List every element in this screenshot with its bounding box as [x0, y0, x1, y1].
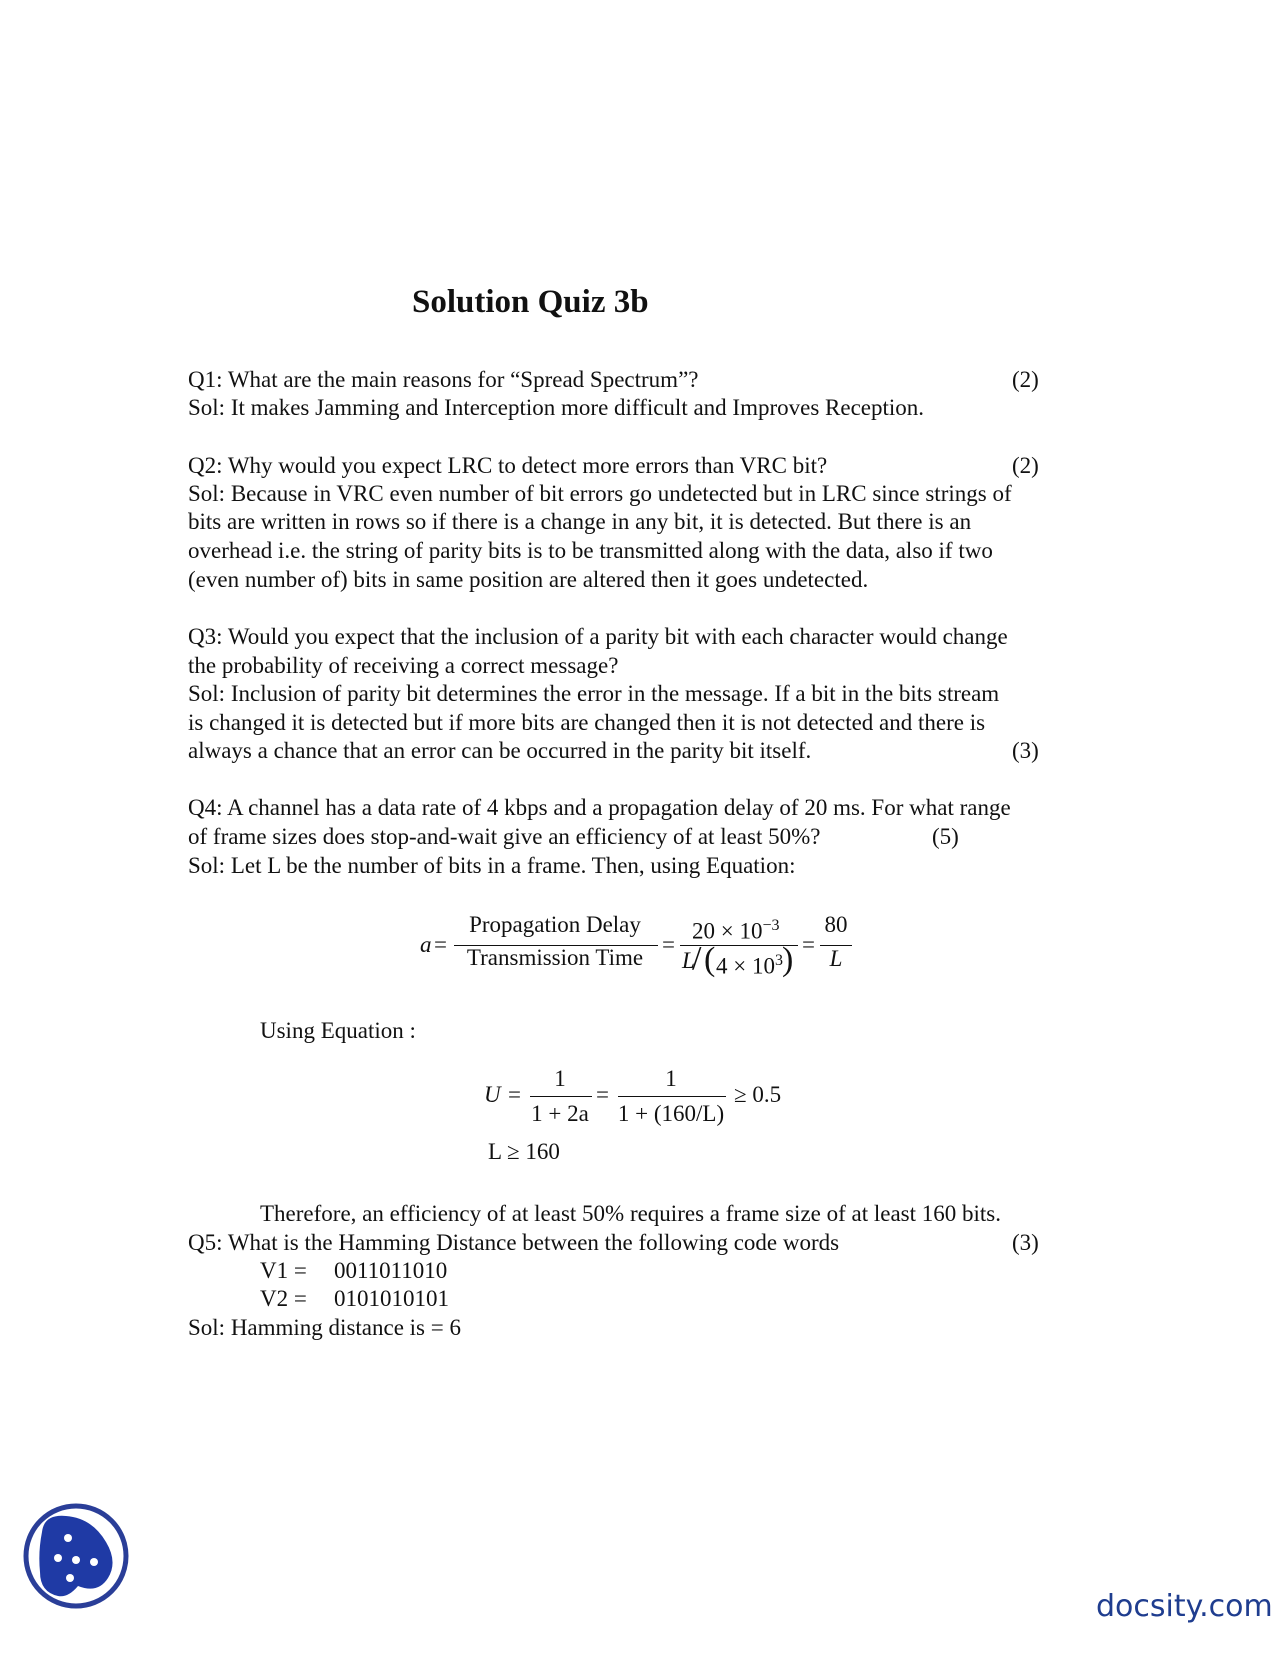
q2-solution-line: Sol: Because in VRC even number of bit errors go undetected but in LRC since strings of [188, 481, 1012, 506]
eq1-num2-exp: −3 [762, 917, 780, 934]
docsity-brand-link[interactable]: docsity.com [1096, 1589, 1273, 1624]
q3-solution-line: always a chance that an error can be occurred in the parity bit itself. [188, 738, 812, 763]
docsity-logo-icon[interactable] [22, 1502, 130, 1610]
q3-question-line: Q3: Would you expect that the inclusion of a parity bit with each character would change [188, 624, 1008, 649]
eq2-rhs: ≥ 0.5 [734, 1082, 782, 1107]
eq1-num2-base: 20 × 10 [692, 918, 763, 944]
q5-v1-label: V1 = [260, 1258, 307, 1283]
using-equation-label: Using Equation : [260, 1018, 416, 1043]
eq2-num1: 1 [554, 1066, 566, 1091]
q3-solution-line: Sol: Inclusion of parity bit determines the error in the message. If a bit in the bits stream [188, 681, 1000, 706]
eq2-den2: 1 + (160/L) [617, 1101, 725, 1126]
page-title: Solution Quiz 3b [412, 284, 649, 320]
eq1-slash: / [692, 940, 702, 977]
eq1-den2-inner-base: 4 × 10 [716, 953, 775, 979]
q3-solution-line: is changed it is detected but if more bits are changed then it is not detected and there is [188, 710, 986, 735]
q2-solution-line: overhead i.e. the string of parity bits is to be transmitted along with the data, also if two [188, 538, 993, 563]
q4-question-line: Q4: A channel has a data rate of 4 kbps and a propagation delay of 20 ms. For what range [188, 795, 1011, 820]
q1-question: Q1: What are the main reasons for “Spread Spectrum”? [188, 367, 699, 392]
q1-marks: (2) [1012, 367, 1039, 392]
q3-question-line: the probability of receiving a correct message? [188, 653, 619, 678]
eq1-num3: 80 [824, 912, 848, 937]
eq1-equals: = [802, 932, 815, 957]
q4-question-line: of frame sizes does stop-and-wait give an efficiency of at least 50%? [188, 824, 821, 849]
eq1-close-paren: ) [782, 941, 794, 978]
q5-marks: (3) [1012, 1230, 1039, 1255]
eq2-bar2 [618, 1096, 726, 1097]
eq1-den2-L: L [682, 948, 695, 973]
eq2-equals: = [508, 1082, 521, 1107]
q5-v2-value: 0101010101 [334, 1286, 449, 1311]
q5-question: Q5: What is the Hamming Distance between the following code words [188, 1230, 840, 1255]
q3-marks: (3) [1012, 738, 1039, 763]
q2-marks: (2) [1012, 453, 1039, 478]
q1-solution: Sol: It makes Jamming and Interception more difficult and Improves Reception. [188, 395, 925, 420]
q2-solution-line: bits are written in rows so if there is a change in any bit, it is detected. But there is an [188, 509, 972, 534]
eq1-equals: = [434, 932, 447, 957]
eq2-lhs: U [484, 1082, 501, 1107]
eq1-lhs: a [420, 932, 432, 957]
eq1-den2-exp: 3 [774, 952, 783, 969]
eq1-den2-inner [716, 947, 783, 981]
eq1-num1: Propagation Delay [469, 912, 641, 937]
eq1-den3: L [829, 946, 843, 971]
q5-solution: Sol: Hamming distance is = 6 [188, 1315, 461, 1340]
eq2-den1: 1 + 2a [531, 1101, 589, 1126]
q5-v2-label: V2 = [260, 1286, 307, 1311]
eq2-result: L ≥ 160 [488, 1139, 560, 1164]
eq2-equals: = [596, 1082, 609, 1107]
eq2-bar1 [530, 1096, 592, 1097]
eq1-equals: = [662, 932, 675, 957]
q5-v1-value: 0011011010 [334, 1258, 448, 1283]
eq2-num2: 1 [665, 1066, 677, 1091]
q2-solution-line: (even number of) bits in same position are altered then it goes undetected. [188, 567, 869, 592]
q4-solution-intro: Sol: Let L be the number of bits in a frame. Then, using Equation: [188, 853, 796, 878]
eq1-den1: Transmission Time [466, 945, 644, 970]
q4-conclusion: Therefore, an efficiency of at least 50% requires a frame size of at least 160 bits. [260, 1201, 1001, 1226]
eq1-open-paren: ( [704, 941, 716, 978]
q2-question: Q2: Why would you expect LRC to detect more errors than VRC bit? [188, 453, 828, 478]
q4-marks: (5) [932, 824, 959, 849]
